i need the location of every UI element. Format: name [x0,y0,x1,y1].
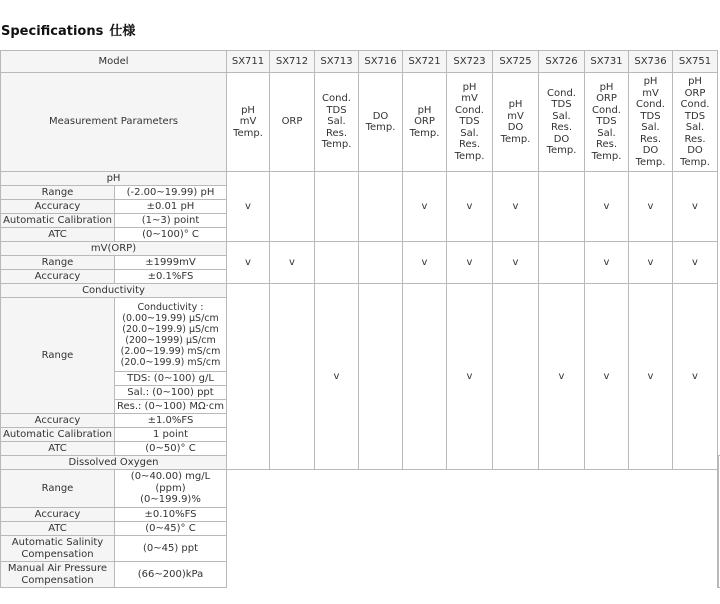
mv-range-label: Range [1,256,115,270]
cond-section-label: Conductivity [1,284,227,298]
ph-mark: v [673,172,718,242]
mv-accuracy-label: Accuracy [1,270,115,284]
spec-table [0,50,719,588]
cond-mark: v [585,284,629,470]
ph-accuracy-label: Accuracy [1,200,115,214]
measurement-value: pH ORP Cond. TDS Sal. Res. Temp. [585,73,629,172]
cond-sal-range: Sal.: (0~100) ppt [115,386,227,400]
ph-mark: v [629,172,673,242]
measurement-value: pH mV Cond. TDS Sal. Res. Temp. [447,73,493,172]
ph-atc-label: ATC [1,228,115,242]
cond-mark: v [539,284,585,470]
do-range-row [1,470,719,508]
measurement-value: pH ORP Temp. [403,73,447,172]
ph-mark [315,172,359,242]
cond-mark: v [673,284,718,470]
do-accuracy-label: Accuracy [1,508,115,522]
ph-accuracy-value: ±0.01 pH [115,200,227,214]
mv-mark: v [585,242,629,284]
ph-atc-value: (0~100)° C [115,228,227,242]
mv-mark [359,242,403,284]
cond-range-label: Range [1,298,115,414]
measurement-value: pH mV DO Temp. [493,73,539,172]
model-sx725: SX725 [493,51,539,73]
do-accuracy-value: ±0.10%FS [115,508,227,522]
do-sal-label: Automatic Salinity Compensation [1,536,115,562]
ph-mark: v [447,172,493,242]
mv-mark: v [403,242,447,284]
mv-section-label: mV(ORP) [1,242,227,256]
do-atc-label: ATC [1,522,115,536]
do-range-label: Range [1,470,115,508]
mv-mark [315,242,359,284]
ph-mark [359,172,403,242]
cond-tds-range: TDS: (0~100) g/L [115,372,227,386]
measurement-value: pH mV Temp. [227,73,270,172]
model-row [1,51,719,73]
ph-range-label: Range [1,186,115,200]
ph-range-value: (-2.00~19.99) pH [115,186,227,200]
model-sx716: SX716 [359,51,403,73]
cond-mark: v [629,284,673,470]
cond-calib-value: 1 point [115,428,227,442]
measurement-value: DO Temp. [359,73,403,172]
do-accuracy-row [1,508,719,522]
title-cn: 仕様 [109,24,136,39]
mv-accuracy-value: ±0.1%FS [115,270,227,284]
measurement-value: pH ORP Cond. TDS Sal. Res. DO Temp. [673,73,718,172]
ph-section-label: pH [1,172,227,186]
mv-mark: v [447,242,493,284]
cond-atc-label: ATC [1,442,115,456]
ph-mark: v [585,172,629,242]
mv-mark: v [227,242,270,284]
model-sx711: SX711 [227,51,270,73]
do-section-label: Dissolved Oxygen [1,456,227,470]
do-atc-value: (0~45)° C [115,522,227,536]
ph-mark: v [403,172,447,242]
cond-mark: v [315,284,359,470]
measurement-value: Cond. TDS Sal. Res. DO Temp. [539,73,585,172]
ph-section-row [1,172,719,186]
ph-mark: v [227,172,270,242]
do-atc-row [1,522,719,536]
ph-mark [270,172,315,242]
cond-mark [359,284,403,470]
do-sal-value: (0~45) ppt [115,536,227,562]
do-air-value: (66~200)kPa [115,562,227,588]
mv-mark: v [629,242,673,284]
do-sal-row [1,536,719,562]
cond-range-values: Conductivity : (0.00~19.99) μS/cm (20.0~199.9) μS/cm (200~1999) μS/cm (2.00~19.99) mS/cm (20.0~199.9) mS/cm [115,298,227,372]
title-text: Specifications [1,24,104,39]
mv-section-row [1,242,719,256]
cond-section-row [1,284,719,298]
measurement-label: Measurement Parameters [1,73,227,172]
measurement-row [1,73,719,172]
model-sx723: SX723 [447,51,493,73]
mv-mark: v [493,242,539,284]
cond-mark [403,284,447,470]
cond-mark [270,284,315,470]
model-sx731: SX731 [585,51,629,73]
model-sx751: SX751 [673,51,718,73]
do-air-label: Manual Air Pressure Compensation [1,562,115,588]
page-title [1,20,135,39]
do-air-row [1,562,719,588]
ph-mark: v [493,172,539,242]
cond-mark: v [447,284,493,470]
ph-mark [539,172,585,242]
mv-range-value: ±1999mV [115,256,227,270]
model-label: Model [1,51,227,73]
measurement-value: Cond. TDS Sal. Res. Temp. [315,73,359,172]
cond-accuracy-value: ±1.0%FS [115,414,227,428]
cond-accuracy-label: Accuracy [1,414,115,428]
measurement-value: pH mV Cond. TDS Sal. Res. DO Temp. [629,73,673,172]
model-sx736: SX736 [629,51,673,73]
model-sx713: SX713 [315,51,359,73]
model-sx712: SX712 [270,51,315,73]
model-sx726: SX726 [539,51,585,73]
mv-mark [539,242,585,284]
cond-res-range: Res.: (0~100) MΩ·cm [115,400,227,414]
cond-mark [493,284,539,470]
ph-calib-label: Automatic Calibration [1,214,115,228]
cond-calib-label: Automatic Calibration [1,428,115,442]
mv-mark: v [270,242,315,284]
mv-mark: v [673,242,718,284]
cond-atc-value: (0~50)° C [115,442,227,456]
measurement-value: ORP [270,73,315,172]
model-sx721: SX721 [403,51,447,73]
ph-calib-value: (1~3) point [115,214,227,228]
cond-mark [227,284,270,470]
do-range-value: (0~40.00) mg/L (ppm) (0~199.9)% [115,470,227,508]
